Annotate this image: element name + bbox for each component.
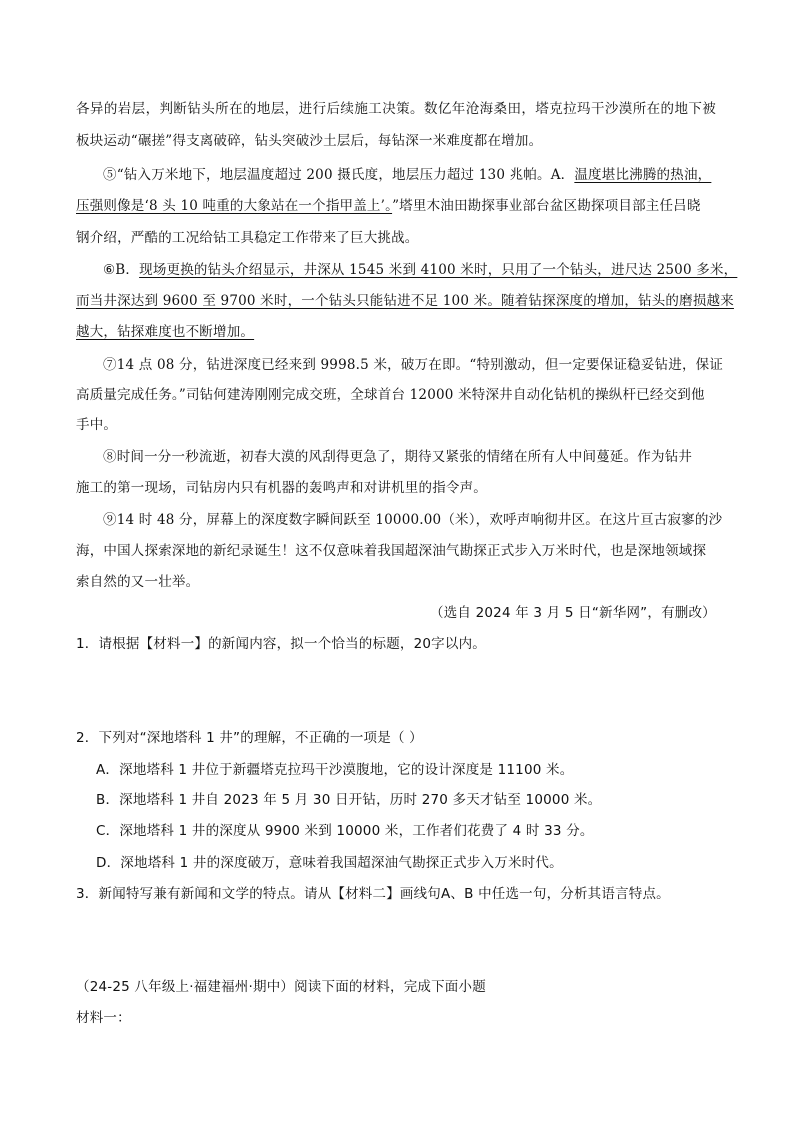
- underlined-sentence-a-cont: 压强则像是‘8 头 10 吨重的大象站在一个指甲盖上’。: [76, 198, 393, 214]
- underlined-sentence-b: 现场更换的钻头介绍显示，井深从 1545 米到 4100 米时，只用了一个钻头，进尺达 2500 多米，: [139, 262, 738, 278]
- question-1: 1．请根据【材料一】的新闻内容，拟一个恰当的标题，20字以内。: [76, 636, 486, 652]
- paragraph-7-line-3: 手中。: [76, 417, 118, 433]
- paragraph-5-text-cont: ”塔里木油田勘探事业部台盆区勘探项目部主任吕晓: [392, 198, 701, 214]
- paragraph-6-line-1: [103, 260, 736, 280]
- question-2-option-c: C．深地塔科 1 井的深度从 9900 米到 10000 米，工作者们花费了 4 时 33 分。: [96, 823, 594, 839]
- underlined-sentence-b-cont: 而当井深达到 9600 至 9700 米时，一个钻头只能钻进不足 100 米。随着钻探深度的增加，钻头的磨损越来: [76, 293, 734, 309]
- paragraph-5-line-2: [76, 196, 701, 216]
- question-3: 3．新闻特写兼有新闻和文学的特点。请从【材料二】画线句A、B 中任选一句，分析其语言特点。: [76, 886, 670, 902]
- paragraph-5-line-3: 钢介绍，严酷的工况给钻工具稳定工作带来了巨大挑战。: [76, 230, 419, 246]
- question-2-stem: 2．下列对“深地塔科 1 井”的理解，不正确的一项是（ ）: [76, 730, 423, 746]
- question-2-option-a: A．深地塔科 1 井位于新疆塔克拉玛干沙漠腹地，它的设计深度是 11100 米。: [96, 762, 574, 778]
- paragraph-6-label: ⑥B．: [103, 262, 140, 278]
- underlined-sentence-b-end: 越大，钻探难度也不断增加。: [76, 324, 255, 340]
- paragraph-9-line-3: 索自然的又一壮举。: [76, 574, 200, 590]
- paragraph-intro-line-1: 各异的岩层，判断钻头所在的地层，进行后续施工决策。数亿年沧海桑田，塔克拉玛干沙漠所在的地下被: [76, 101, 716, 117]
- paragraph-7-line-2: 高质量完成任务。”司钻何建涛刚刚完成交班，全球首台 12000 米特深井自动化钻机的操纵杆已经交到他: [76, 387, 705, 403]
- paragraph-intro-line-2: 板块运动“碾搓”得支离破碎，钻头突破沙土层后，每钻深一米难度都在增加。: [76, 133, 543, 149]
- next-section-intro: （24-25 八年级上·福建福州·期中）阅读下面的材料，完成下面小题: [76, 979, 486, 995]
- paragraph-5-text: ⑤“钻入万米地下，地层温度超过 200 摄氏度，地层压力超过 130 兆帕。A．: [103, 167, 575, 183]
- paragraph-6-line-3: [76, 322, 254, 342]
- paragraph-8-line-1: ⑧时间一分一秒流逝，初春大漠的风刮得更急了，期待又紧张的情绪在所有人中间蔓延。作为钻井: [103, 449, 693, 465]
- article-source: （选自 2024 年 3 月 5 日“新华网”，有删改）: [430, 605, 716, 621]
- underlined-sentence-a: 温度堪比沸腾的热油，: [574, 167, 712, 183]
- question-2-option-d: D．深地塔科 1 井的深度破万，意味着我国超深油气勘探正式步入万米时代。: [96, 855, 563, 871]
- question-2-option-b: B．深地塔科 1 井自 2023 年 5 月 30 日开钻，历时 270 多天才钻至 10000 米。: [96, 792, 602, 808]
- next-section-material-label: 材料一：: [76, 1010, 131, 1026]
- paragraph-7-line-1: ⑦14 点 08 分，钻进深度已经来到 9998.5 米，破万在即。“特别激动，但一定要保证稳妥钻进，保证: [103, 357, 724, 373]
- paragraph-5-line-1: [103, 165, 736, 185]
- paragraph-8-line-2: 施工的第一现场，司钻房内只有机器的轰鸣声和对讲机里的指令声。: [76, 480, 487, 496]
- paragraph-6-line-2: [76, 291, 734, 311]
- paragraph-9-line-1: ⑨14 时 48 分，屏幕上的深度数字瞬间跃至 10000.00（米），欢呼声响彻井区。在这片亘古寂寥的沙: [103, 512, 723, 528]
- paragraph-9-line-2: 海，中国人探索深地的新纪录诞生！这不仅意味着我国超深油气勘探正式步入万米时代，也是深地领域探: [76, 543, 707, 559]
